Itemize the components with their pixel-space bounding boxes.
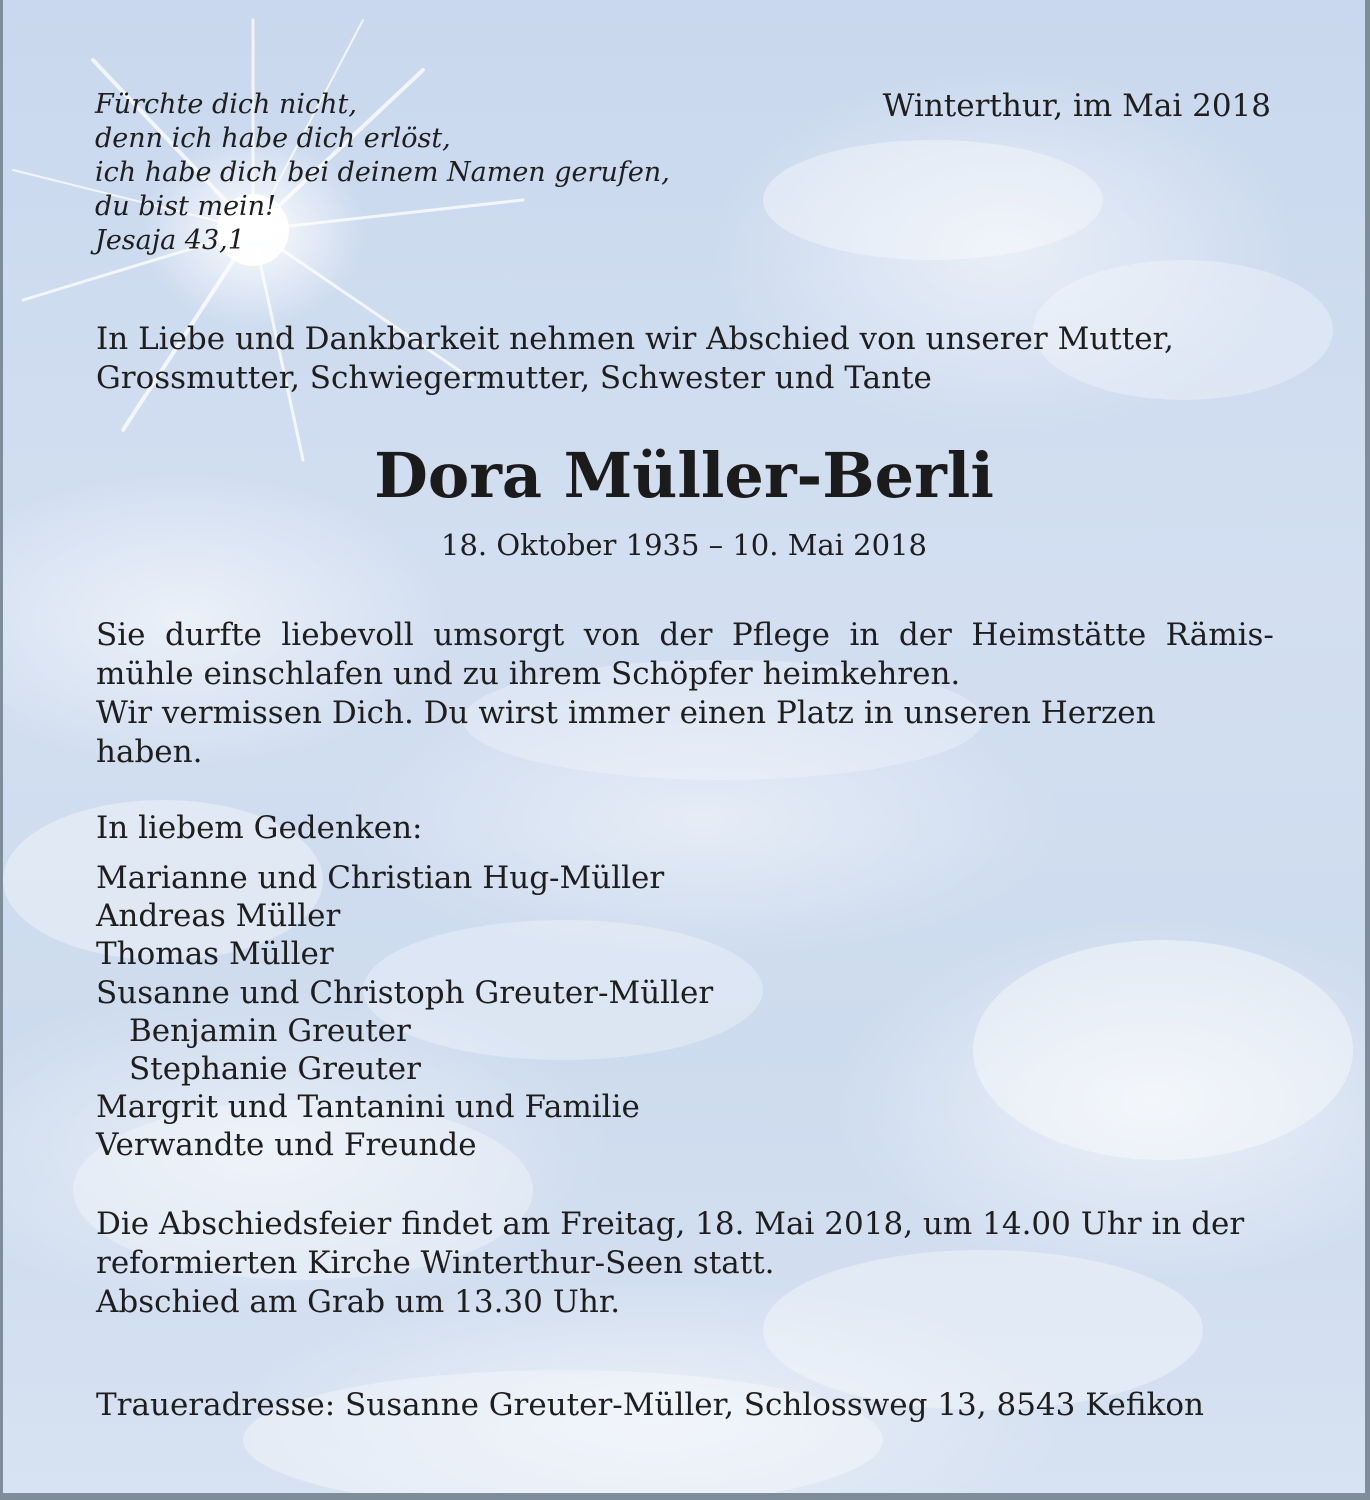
mourning-address: Traueradresse: Susanne Greuter-Müller, Schlossweg 13, 8543 Kefikon xyxy=(96,1387,1204,1423)
message-word: umsorgt xyxy=(433,617,565,653)
quote-line: denn ich habe dich erlöst, xyxy=(95,123,451,154)
mourner: Thomas Müller xyxy=(96,936,334,973)
mourner: Andreas Müller xyxy=(96,898,341,935)
mourner: Verwandte und Freunde xyxy=(96,1127,477,1164)
deceased-name: Dora Müller-Berli xyxy=(374,439,994,512)
quote-line: du bist mein! xyxy=(95,191,276,222)
message-word: Pflege xyxy=(731,617,830,653)
life-dates: 18. Oktober 1935 – 10. Mai 2018 xyxy=(441,528,927,562)
message-word: liebevoll xyxy=(281,617,414,653)
message-word: der xyxy=(659,617,713,653)
message-word: Sie xyxy=(96,617,146,653)
farewell-message xyxy=(96,616,1276,772)
mourner-grandchild: Benjamin Greuter xyxy=(129,1012,411,1049)
mourner-grandchild: Stephanie Greuter xyxy=(129,1051,421,1088)
message-word: Rämis- xyxy=(1165,617,1274,653)
message-word: von xyxy=(583,617,640,653)
ceremony-line: Abschied am Grab um 13.30 Uhr. xyxy=(96,1284,621,1320)
place-date: Winterthur, im Mai 2018 xyxy=(882,88,1271,124)
intro-line: Grossmutter, Schwiegermutter, Schwester und Tante xyxy=(96,360,932,396)
mourner: Susanne und Christoph Greuter-Müller xyxy=(96,974,714,1011)
bible-quote xyxy=(95,88,715,258)
message-word: durfte xyxy=(164,617,262,653)
ceremony-info xyxy=(96,1205,1244,1322)
mourner: Margrit und Tantanini und Familie xyxy=(96,1089,640,1126)
message-line: mühle einschlafen und zu ihrem Schöpfer heimkehren. xyxy=(96,656,961,692)
obituary-notice xyxy=(3,0,1365,1493)
message-word: Heimstätte xyxy=(971,617,1147,653)
message-line-justified xyxy=(96,616,1274,655)
ceremony-line: reformierten Kirche Winterthur-Seen statt. xyxy=(96,1245,775,1281)
ceremony-line: Die Abschiedsfeier findet am Freitag, 18. Mai 2018, um 14.00 Uhr in der xyxy=(96,1206,1245,1242)
message-word: der xyxy=(898,617,952,653)
quote-source: Jesaja 43,1 xyxy=(95,225,245,256)
mourners-list xyxy=(96,859,713,1165)
mourner: Marianne und Christian Hug-Müller xyxy=(96,860,665,896)
intro-line: In Liebe und Dankbarkeit nehmen wir Abschied von unserer Mutter, xyxy=(96,321,1174,357)
intro-text xyxy=(96,320,1276,398)
message-line: Wir vermissen Dich. Du wirst immer einen Platz in unseren Herzen xyxy=(96,695,1156,731)
quote-line: Fürchte dich nicht, xyxy=(95,89,357,120)
message-word: in xyxy=(849,617,880,653)
message-line: haben. xyxy=(96,734,203,770)
quote-line: ich habe dich bei deinem Namen gerufen, xyxy=(95,157,670,188)
gedenken-heading: In liebem Gedenken: xyxy=(96,810,423,846)
